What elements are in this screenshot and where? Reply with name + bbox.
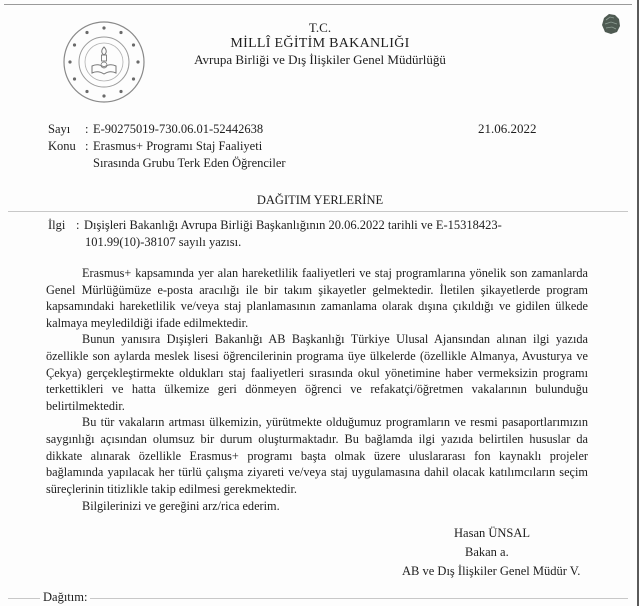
recipient-heading: DAĞITIM YERLERİNE bbox=[256, 193, 384, 207]
konu-label: Konu bbox=[48, 139, 76, 153]
signature-block bbox=[402, 524, 600, 581]
document-meta bbox=[48, 121, 286, 172]
konu-colon: : bbox=[85, 139, 89, 153]
signatory-title-1: Bakan a. bbox=[465, 545, 509, 559]
signatory-title-2: AB ve Dış İlişkiler Genel Müdür V. bbox=[402, 564, 581, 578]
sayi-row bbox=[48, 121, 286, 138]
faint-rule-bottom bbox=[8, 598, 628, 599]
konu-row bbox=[48, 138, 286, 155]
ilgi-label: İlgi bbox=[48, 218, 66, 232]
sayi-label: Sayı bbox=[48, 122, 71, 136]
country-label: T.C. bbox=[308, 20, 332, 35]
ilgi-reference bbox=[48, 217, 502, 251]
body-paragraph-3: Bu tür vakaların artması ülkemizin, yürütmekte olduğumuz programların ve resmi pasaportlarımızın saygınlığı açısından olumsuz bir durum oluşturmaktadır. Bu bağlamda ilgi yazıda belirtilen hususlar da dikkate alınarak özellikle Erasmus+ programı başta olmak üzere uluslararası fon kaynaklı projeler bağlamında yapılacak her türlü çalışma ziyareti ve/veya staj uygulamasına dahil olacak katılımcıların seçim süreçlerinin titizlikle takip edilmesi gerekmektedir. bbox=[46, 415, 588, 496]
ilgi-line2: 101.99(10)-38107 sayılı yazısı. bbox=[85, 235, 242, 249]
sayi-colon: : bbox=[85, 122, 89, 136]
document-date: 21.06.2022 bbox=[478, 121, 537, 136]
body-paragraph-1: Erasmus+ kapsamında yer alan hareketlilik faaliyetleri ve staj programlarına yönelik son zamanlarda Genel Mürlüğümüze e-posta aracılığı ile bir takım şikayetler gelmektedir. İletilen şikayetlerde program kapsamındaki hareketlilik ve/veya staj planlamasının zamanlama olarak dışına çıkıldığı ve gidilen ülkede kalmaya meyledildiği ifade edilmektedir. bbox=[46, 266, 588, 330]
konu-value-line2: Sırasında Grubu Terk Eden Öğrenciler bbox=[93, 156, 286, 170]
letterhead bbox=[150, 20, 490, 68]
right-border bbox=[637, 0, 639, 606]
faint-rule bbox=[8, 211, 628, 212]
department-name: Avrupa Birliği ve Dış İlişkiler Genel Müdürlüğü bbox=[194, 52, 446, 67]
ministry-seal-icon bbox=[62, 20, 146, 104]
letter-body bbox=[46, 265, 588, 515]
sayi-value: E-90275019-730.06.01-52442638 bbox=[93, 122, 264, 136]
ilgi-line1: Dışişleri Bakanlığı Avrupa Birliği Başkanlığının 20.06.2022 tarihli ve E-15318423- bbox=[84, 218, 502, 232]
body-paragraph-closing: Bilgilerinizi ve gereğini arz/rica ederim. bbox=[82, 499, 280, 514]
body-paragraph-2: Bunun yanısıra Dışişleri Bakanlığı AB Başkanlığı Türkiye Ulusal Ajansından alınan ilgi yazıda özellikle son aylarda meslek lisesi öğrencilerinin programa üye ülkelerde (özellikle Almanya, Avusturya ve Çekya) gerçekleştirmekte oldukları staj faaliyetleri sırasında okul yönetimine haber vermeksizin programı terkettikleri ve hatta ülkemize geri dönmeyen öğrenci ve refakatçi/öğretmen vakalarının bulunduğu belirtilmektedir. bbox=[46, 332, 588, 413]
top-rule bbox=[4, 4, 632, 5]
signatory-name: Hasan ÜNSAL bbox=[454, 526, 531, 540]
ilgi-colon: : bbox=[76, 218, 80, 232]
ministry-name: MİLLÎ EĞİTİM BAKANLIĞI bbox=[230, 36, 410, 51]
konu-value-line1: Erasmus+ Programı Staj Faaliyeti bbox=[93, 139, 263, 153]
ink-stamp-icon bbox=[600, 12, 622, 36]
ilgi-row bbox=[48, 217, 502, 234]
distribution-label: Dağıtım: bbox=[40, 590, 90, 605]
